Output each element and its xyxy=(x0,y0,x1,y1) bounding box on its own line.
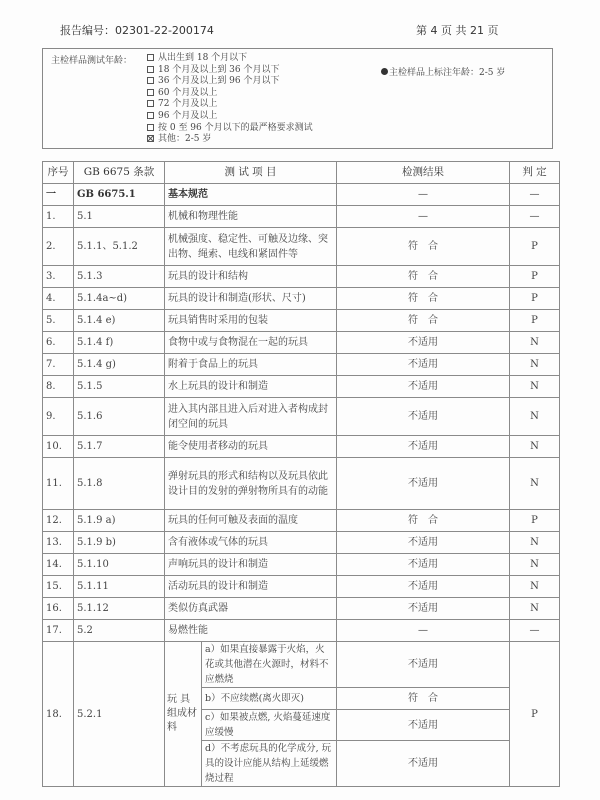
row-number: 14. xyxy=(43,554,74,576)
row-number: 2. xyxy=(43,228,74,266)
row-number: 1. xyxy=(43,206,74,228)
row-item: 水上玩具的设计和制造 xyxy=(165,376,337,398)
row-clause: 5.1.4 f) xyxy=(74,332,165,354)
row-group-label: 玩 具 组成材料 xyxy=(165,642,202,787)
row-result: — xyxy=(337,206,510,228)
table-row xyxy=(43,576,560,598)
row-clause: 5.1.6 xyxy=(74,398,165,436)
age-option xyxy=(147,111,313,123)
table-row xyxy=(43,598,560,620)
checked-checkbox-icon xyxy=(147,135,154,142)
row-item: 基本规范 xyxy=(165,184,337,206)
age-option-text: 18 个月及以上到 36 个月以下 xyxy=(158,64,280,75)
row-verdict: N xyxy=(510,436,560,458)
bullet-icon xyxy=(381,68,388,75)
row-item: 含有液体或气体的玩具 xyxy=(165,532,337,554)
row-result: 不适用 xyxy=(337,554,510,576)
row-result: 符 合 xyxy=(337,288,510,310)
row-number: 9. xyxy=(43,398,74,436)
checkbox-icon xyxy=(147,89,154,96)
subrow-item: c）如果被点燃, 火焰蔓延速度应缓慢 xyxy=(202,710,337,741)
table-row xyxy=(43,288,560,310)
header-item: 测 试 项 目 xyxy=(165,162,337,184)
age-option xyxy=(147,76,313,88)
table-row xyxy=(43,554,560,576)
row-item: 玩具的设计和制造(形状、尺寸) xyxy=(165,288,337,310)
row-verdict: P xyxy=(510,228,560,266)
row-result: 符 合 xyxy=(337,228,510,266)
table-row xyxy=(43,310,560,332)
checkbox-icon xyxy=(147,77,154,84)
row-number: 6. xyxy=(43,332,74,354)
subrow-result: 不适用 xyxy=(337,710,510,741)
row-verdict: N xyxy=(510,332,560,354)
row-clause: 5.1.4 e) xyxy=(74,310,165,332)
row-verdict: P xyxy=(510,510,560,532)
row-item: 玩具的设计和结构 xyxy=(165,266,337,288)
row-clause: 5.1.12 xyxy=(74,598,165,620)
row-verdict: — xyxy=(510,620,560,642)
row-clause: 5.1.10 xyxy=(74,554,165,576)
age-options xyxy=(147,53,313,146)
row-number: 18. xyxy=(43,642,74,787)
row-clause: 5.2 xyxy=(74,620,165,642)
row-item: 活动玩具的设计和制造 xyxy=(165,576,337,598)
header-result: 检测结果 xyxy=(337,162,510,184)
age-option xyxy=(147,99,313,111)
age-option xyxy=(147,65,313,77)
page-indicator: 第 4 页 共 21 页 xyxy=(416,24,499,37)
row-clause: 5.1.4 g) xyxy=(74,354,165,376)
subrow-item: d）不考虑玩具的化学成分, 玩具的设计应能从结构上延缓燃烧过程 xyxy=(202,741,337,787)
report-number: 报告编号：02301-22-200174 xyxy=(60,24,214,37)
row-number: 5. xyxy=(43,310,74,332)
row-clause: 5.2.1 xyxy=(74,642,165,787)
row-clause: 5.1.5 xyxy=(74,376,165,398)
row-result: 不适用 xyxy=(337,458,510,510)
row-clause: 5.1.9 b) xyxy=(74,532,165,554)
checkbox-icon xyxy=(147,112,154,119)
row-number: 10. xyxy=(43,436,74,458)
test-results-table xyxy=(42,161,560,787)
row-result: 符 合 xyxy=(337,310,510,332)
subrow-item: a）如果直接暴露于火焰，火花或其他潜在火源时，材料不应燃烧 xyxy=(202,642,337,688)
row-item: 附着于食品上的玩具 xyxy=(165,354,337,376)
table-row xyxy=(43,206,560,228)
row-item: 能令使用者移动的玩具 xyxy=(165,436,337,458)
row-verdict: N xyxy=(510,532,560,554)
table-row xyxy=(43,620,560,642)
row-item: 食物中或与食物混在一起的玩具 xyxy=(165,332,337,354)
row-verdict: — xyxy=(510,184,560,206)
row-number: 8. xyxy=(43,376,74,398)
table-row xyxy=(43,184,560,206)
row-item: 弹射玩具的形式和结构以及玩具依此设计目的发射的弹射物所具有的动能 xyxy=(165,458,337,510)
row-clause: GB 6675.1 xyxy=(74,184,165,206)
header-clause: GB 6675 条款 xyxy=(74,162,165,184)
row-verdict: P xyxy=(510,310,560,332)
row-verdict: N xyxy=(510,598,560,620)
row-item: 机械强度、稳定性、可触及边缘、突出物、绳索、电线和紧固件等 xyxy=(165,228,337,266)
table-row xyxy=(43,510,560,532)
row-clause: 5.1.9 a) xyxy=(74,510,165,532)
row-verdict: N xyxy=(510,458,560,510)
age-option-text: 从出生到 18 个月以下 xyxy=(158,53,248,63)
table-row xyxy=(43,532,560,554)
age-option-text: 96 个月及以上 xyxy=(158,110,218,121)
row-number: 16. xyxy=(43,598,74,620)
row-result: 不适用 xyxy=(337,436,510,458)
header-no: 序号 xyxy=(43,162,74,184)
table-row xyxy=(43,458,560,510)
row-verdict: N xyxy=(510,354,560,376)
row-item: 易燃性能 xyxy=(165,620,337,642)
row-item: 机械和物理性能 xyxy=(165,206,337,228)
subrow-result: 符 合 xyxy=(337,688,510,710)
age-option-text: 60 个月及以上 xyxy=(158,87,218,98)
row-verdict: P xyxy=(510,266,560,288)
row-result: 符 合 xyxy=(337,510,510,532)
age-option xyxy=(147,53,313,65)
row-clause: 5.1 xyxy=(74,206,165,228)
row-result: — xyxy=(337,184,510,206)
age-option xyxy=(147,123,313,135)
row-number: 17. xyxy=(43,620,74,642)
marked-age xyxy=(381,65,505,78)
row-item: 玩具销售时采用的包装 xyxy=(165,310,337,332)
row-number: 一 xyxy=(43,184,74,206)
subrow-result: 不适用 xyxy=(337,642,510,688)
row-verdict: — xyxy=(510,206,560,228)
row-number: 7. xyxy=(43,354,74,376)
row-clause: 5.1.1、5.1.2 xyxy=(74,228,165,266)
age-option xyxy=(147,134,313,146)
row-clause: 5.1.8 xyxy=(74,458,165,510)
test-age-box xyxy=(42,48,553,149)
table-row xyxy=(43,228,560,266)
table-row xyxy=(43,266,560,288)
checkbox-icon xyxy=(147,100,154,107)
row-clause: 5.1.7 xyxy=(74,436,165,458)
checkbox-icon xyxy=(147,54,154,61)
row-verdict: P xyxy=(510,288,560,310)
subrow-item: b）不应续燃(离火即灭) xyxy=(202,688,337,710)
subrow-result: 不适用 xyxy=(337,741,510,787)
row-result: — xyxy=(337,620,510,642)
row-result: 不适用 xyxy=(337,376,510,398)
age-option xyxy=(147,88,313,100)
row-verdict: N xyxy=(510,398,560,436)
row-verdict: N xyxy=(510,376,560,398)
row-clause: 5.1.4a~d) xyxy=(74,288,165,310)
table-row xyxy=(43,376,560,398)
row-item: 玩具的任何可触及表面的温度 xyxy=(165,510,337,532)
test-age-label: 主检样品测试年龄： xyxy=(51,56,133,66)
row-result: 不适用 xyxy=(337,598,510,620)
row-item: 类似仿真武器 xyxy=(165,598,337,620)
row-number: 15. xyxy=(43,576,74,598)
row-number: 4. xyxy=(43,288,74,310)
row-result: 不适用 xyxy=(337,576,510,598)
table-header-row xyxy=(43,162,560,184)
checkbox-icon xyxy=(147,124,154,131)
row-result: 符 合 xyxy=(337,266,510,288)
table-row xyxy=(43,332,560,354)
row-result: 不适用 xyxy=(337,332,510,354)
row-verdict: N xyxy=(510,576,560,598)
table-row xyxy=(43,354,560,376)
age-option-text: 按 0 至 96 个月以下的最严格要求测试 xyxy=(158,122,313,133)
table-row xyxy=(43,436,560,458)
row-number: 11. xyxy=(43,458,74,510)
row-item: 声响玩具的设计和制造 xyxy=(165,554,337,576)
marked-age-text: 主检样品上标注年龄：2-5 岁 xyxy=(389,68,506,78)
row-number: 12. xyxy=(43,510,74,532)
checkbox-icon xyxy=(147,66,154,73)
row-result: 不适用 xyxy=(337,532,510,554)
row-verdict: N xyxy=(510,554,560,576)
header-verdict: 判 定 xyxy=(510,162,560,184)
age-option-text: 72 个月及以上 xyxy=(158,99,218,110)
row-result: 不适用 xyxy=(337,354,510,376)
age-option-text: 36 个月及以上到 96 个月以下 xyxy=(158,76,280,87)
row-verdict: P xyxy=(510,642,560,787)
age-option-text: 其他：2-5 岁 xyxy=(158,134,212,145)
table-row xyxy=(43,398,560,436)
row-result: 不适用 xyxy=(337,398,510,436)
row-number: 3. xyxy=(43,266,74,288)
row-number: 13. xyxy=(43,532,74,554)
row-clause: 5.1.3 xyxy=(74,266,165,288)
row-clause: 5.1.11 xyxy=(74,576,165,598)
table-subrow xyxy=(43,642,560,688)
row-item: 进入其内部且进入后对进入者构成封闭空间的玩具 xyxy=(165,398,337,436)
